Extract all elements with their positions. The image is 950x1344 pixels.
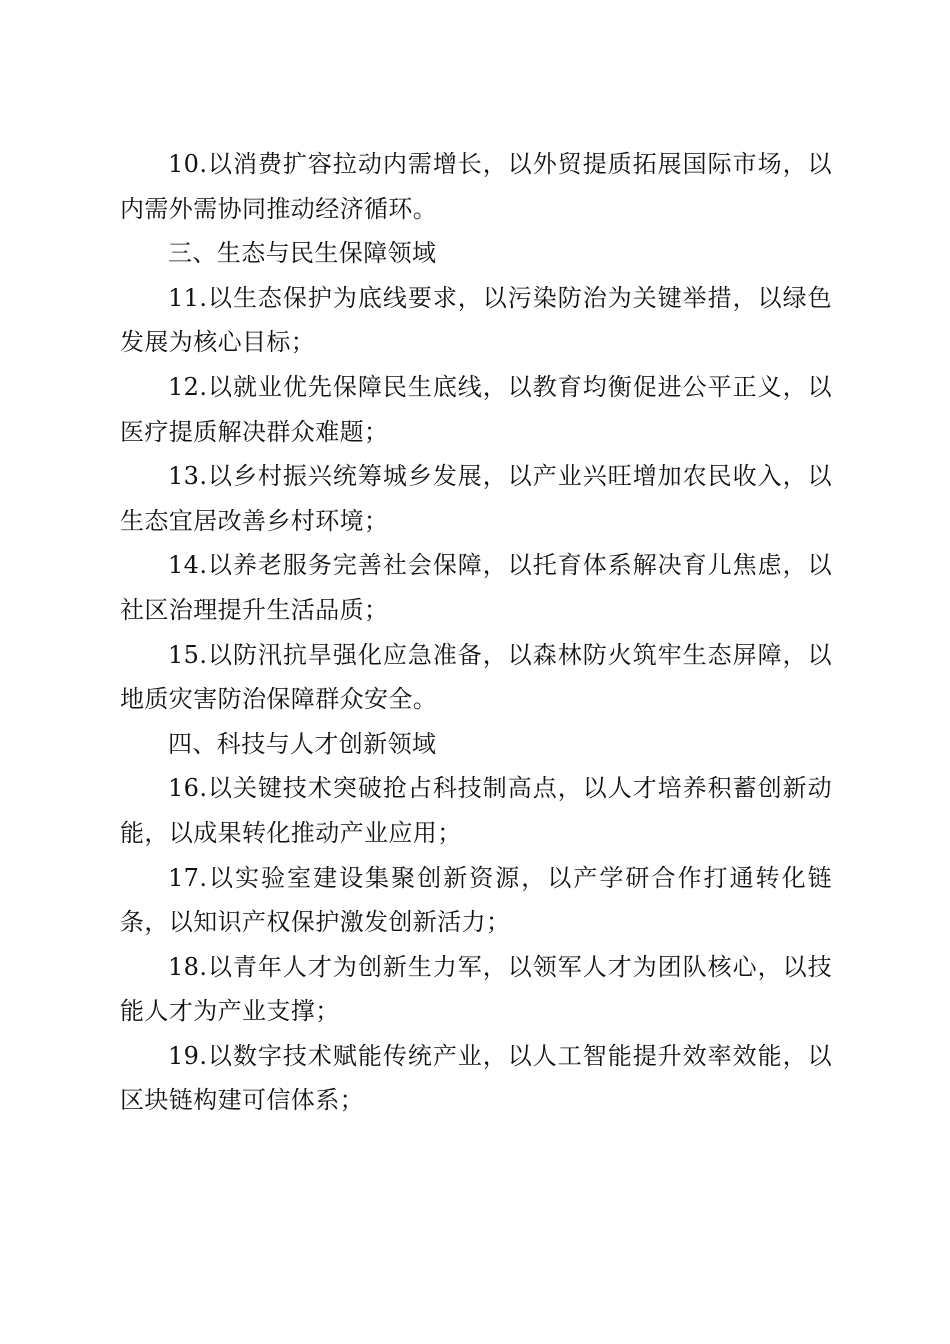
paragraph-item-11: 11.以生态保护为底线要求，以污染防治为关键举措，以绿色发展为核心目标； xyxy=(120,283,832,357)
section-heading-4: 四、科技与人才创新领域 xyxy=(168,729,437,758)
paragraph-item-12: 12.以就业优先保障民生底线，以教育均衡促进公平正义，以医疗提质解决群众难题； xyxy=(120,372,832,446)
paragraph-item-14: 14.以养老服务完善社会保障，以托育体系解决育儿焦虑，以社区治理提升生活品质； xyxy=(120,551,832,624)
paragraph-item-15: 15.以防汛抗旱强化应急准备，以森林防火筑牢生态屏障，以地质灾害防治保障群众安全。 xyxy=(120,640,832,714)
paragraph-item-16: 16.以关键技术突破抢占科技制高点，以人才培养积蓄创新动能，以成果转化推动产业应用； xyxy=(120,774,832,847)
paragraph-item-13: 13.以乡村振兴统筹城乡发展，以产业兴旺增加农民收入，以生态宜居改善乡村环境； xyxy=(120,462,832,535)
paragraph-item-19: 19.以数字技术赋能传统产业，以人工智能提升效率效能，以区块链构建可信体系； xyxy=(120,1041,832,1115)
section-heading-3: 三、生态与民生保障领域 xyxy=(168,239,437,268)
document-body xyxy=(120,142,832,1123)
paragraph-item-17: 17.以实验室建设集聚创新资源，以产学研合作打通转化链条，以知识产权保护激发创新活力； xyxy=(120,863,832,937)
paragraph-item-18: 18.以青年人才为创新生力军，以领军人才为团队核心，以技能人才为产业支撑； xyxy=(120,952,832,1026)
paragraph-item-10: 10.以消费扩容拉动内需增长，以外贸提质拓展国际市场，以内需外需协同推动经济循环。 xyxy=(120,150,832,223)
